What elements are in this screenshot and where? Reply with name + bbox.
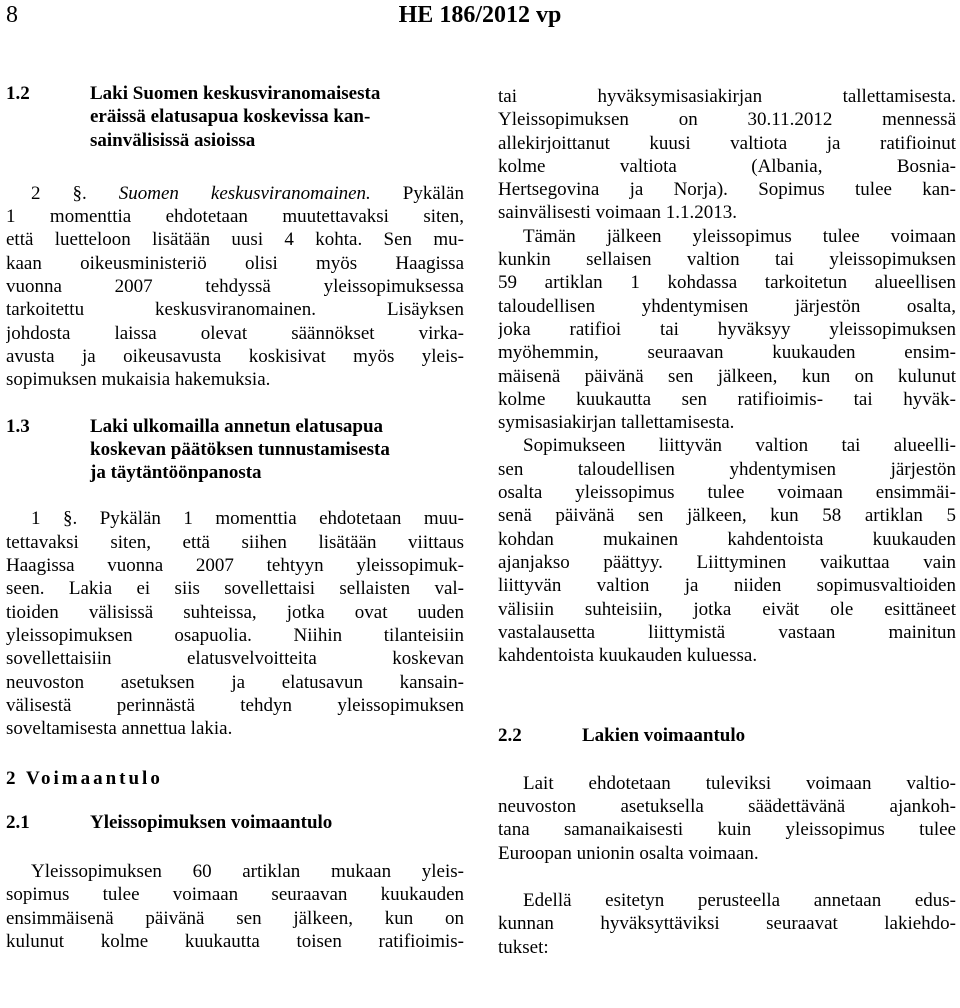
section-title-line: Laki ulkomailla annetun elatusapua: [90, 415, 384, 437]
section-2-1-heading: [6, 811, 464, 834]
text-line: taloudellisen yhdentymisen järjestön osalta,: [498, 295, 956, 317]
chapter-2-heading: [6, 767, 464, 790]
text-line: sainvälisesti voimaan 1.1.2013.: [498, 202, 738, 224]
text-line: mäisenä päivänä sen jälkeen, kun on kulunut: [498, 365, 956, 387]
text-line: johdosta laissa olevat säännökset virka-: [6, 322, 464, 344]
text-line: joka ratifioi tai hyväksyy yleissopimuksen: [498, 318, 956, 340]
text-line: sovellettaisiin elatusvelvoitteita koskevan: [6, 648, 464, 670]
section-1-3-heading: [6, 415, 464, 485]
text-line: senä päivänä sen jälkeen, kun 58 artiklan 5: [498, 505, 956, 527]
text-line: osalta yleissopimus tulee voimaan ensimmäi-: [498, 482, 956, 504]
text-line: Haagissa vuonna 2007 tehtyyn yleissopimuk-: [6, 555, 464, 577]
text-line: välisestä perinnästä tehdyn yleissopimuksen: [6, 694, 464, 716]
section-number: 1.2: [6, 83, 30, 104]
paragraph-2-1-text: [6, 860, 464, 953]
section-1-2-heading: [6, 82, 464, 152]
text-line: symisasiakirjan tallettamisesta.: [498, 412, 735, 434]
section-number: 1.3: [6, 415, 30, 437]
text-line: vastalausetta liittymistä vastaan mainitun: [498, 621, 956, 643]
text-line: Yleissopimuksen 60 artiklan mukaan yleis-: [31, 861, 464, 883]
text-line: kunkin sellaisen valtion tai yleissopimuksen: [498, 249, 956, 271]
text-line: Edellä esitetyn perusteella annetaan edus-: [523, 889, 956, 911]
text-line: 1 §. Pykälän 1 momenttia ehdotetaan muu-: [31, 508, 464, 530]
text-line: soveltamisesta annettua lakia.: [6, 718, 233, 740]
text-line: neuvoston asetuksen ja elatusavun kansain-: [6, 671, 464, 693]
right-column: [498, 85, 956, 959]
text-line: tettavaksi siten, että siihen lisätään viittaus: [6, 531, 464, 553]
paragraph-2-section: [6, 182, 464, 392]
text-line: kohdan mukainen kahdentoista kuukauden: [498, 528, 956, 550]
paragraph-b: [498, 225, 956, 435]
section-title-line: sainvälisissä asioissa: [90, 129, 256, 151]
text-line: tioiden välisissä suhteissa, jotka ovat uuden: [6, 601, 464, 623]
text-line: että luetteloon lisätään uusi 4 kohta. Sen mu-: [6, 229, 464, 251]
section-title-line: koskevan päätöksen tunnustamisesta: [90, 438, 390, 460]
section-title-line: ja täytäntöönpanosta: [90, 462, 262, 484]
paragraph-d: [498, 772, 956, 865]
text-line: Yleissopimuksen on 30.11.2012 mennessä: [498, 109, 956, 131]
text-line: avusta ja oikeusavusta koskisivat myös yleis-: [6, 345, 464, 367]
text-line: Pykälän: [402, 182, 464, 204]
text-line: 59 artiklan 1 kohdassa tarkoitetun alueellisen: [498, 272, 956, 294]
section-2-2-heading: [498, 724, 956, 747]
paragraph-1-section: [6, 507, 464, 740]
text-line: kulunut kolme kuukautta toisen ratifioimis-: [6, 930, 464, 952]
section-title: Yleissopimuksen voimaantulo: [90, 811, 333, 833]
chapter-number: 2: [6, 768, 16, 790]
text-line: sen taloudellisen yhdentymisen järjestön: [498, 458, 956, 480]
text-line: kunnan hyväksyttäviksi seuraavat lakiehdo-: [498, 913, 956, 935]
chapter-title: Voimaantulo: [26, 768, 163, 790]
text-line: sopimus tulee voimaan seuraavan kuukauden: [6, 884, 464, 906]
section-number: 2.1: [6, 811, 30, 833]
text-line: allekirjoittanut kuusi valtiota ja ratifioinut: [498, 132, 956, 154]
paragraph-heading: Suomen keskusviranomainen.: [118, 182, 371, 204]
text-line: Tämän jälkeen yleissopimus tulee voimaan: [523, 225, 956, 247]
text-line: 1 momenttia ehdotetaan muutettavaksi siten,: [6, 206, 464, 228]
text-line: neuvoston asetuksella säädettävänä ajankoh-: [498, 796, 956, 818]
text-line: Euroopan unionin osalta voimaan.: [498, 842, 759, 864]
text-line: tai hyväksymisasiakirjan tallettamisesta.: [498, 86, 956, 107]
left-column: [6, 82, 464, 953]
text-line: tukset:: [498, 936, 549, 958]
text-line: kolme valtiota (Albania, Bosnia-: [498, 155, 956, 177]
text-line: kolme kuukautta sen ratifioimis- tai hyväk-: [498, 388, 956, 410]
text-line: Sopimukseen liittyvän valtion tai alueelli-: [523, 435, 956, 457]
text-line: liittyvän valtion ja niiden sopimusvaltioiden: [498, 575, 956, 597]
text-line: tarkoitettu keskusviranomainen. Lisäyksen: [6, 299, 464, 321]
text-line: seen. Lakia ei siis sovellettaisi sellaisten val-: [6, 578, 464, 600]
text-line: Lait ehdotetaan tuleviksi voimaan valtio-: [523, 772, 956, 794]
document-id: HE 186/2012 vp: [398, 2, 562, 28]
text-line: yleissopimuksen osapuolia. Niihin tilanteisiin: [6, 624, 464, 646]
section-number: 2.2: [498, 725, 522, 747]
text-line: kaan oikeusministeriö olisi myös Haagissa: [6, 252, 464, 274]
text-line: ajanjakso päättyy. Liittyminen vaikuttaa vain: [498, 551, 956, 573]
text-line: myöhemmin, seuraavan kuukauden ensim-: [498, 342, 956, 364]
paragraph-c: [498, 434, 956, 667]
page-number: 8: [6, 2, 18, 28]
section-title: Lakien voimaantulo: [582, 725, 746, 747]
section-title-line: Laki Suomen keskusviranomaisesta: [90, 83, 381, 104]
text-line: sopimuksen mukaisia hakemuksia.: [6, 369, 271, 391]
paragraph-a: [498, 85, 956, 225]
text-line: tana samanaikaisesti kuin yleissopimus tulee: [498, 819, 956, 841]
paragraph-e: [498, 889, 956, 959]
text-line: kahdentoista kuukauden kuluessa.: [498, 645, 758, 667]
text-line: välisiin suhteisiin, jotka eivät ole esittäneet: [498, 598, 956, 620]
text-line: Hertsegovina ja Norja). Sopimus tulee kan-: [498, 179, 956, 201]
section-sign: 2 §.: [31, 182, 87, 204]
text-line: ensimmäisenä päivänä sen jälkeen, kun on: [6, 907, 464, 929]
text-line: vuonna 2007 tehdyssä yleissopimuksessa: [6, 276, 464, 298]
section-title-line: eräissä elatusapua koskevissa kan-: [90, 106, 371, 128]
